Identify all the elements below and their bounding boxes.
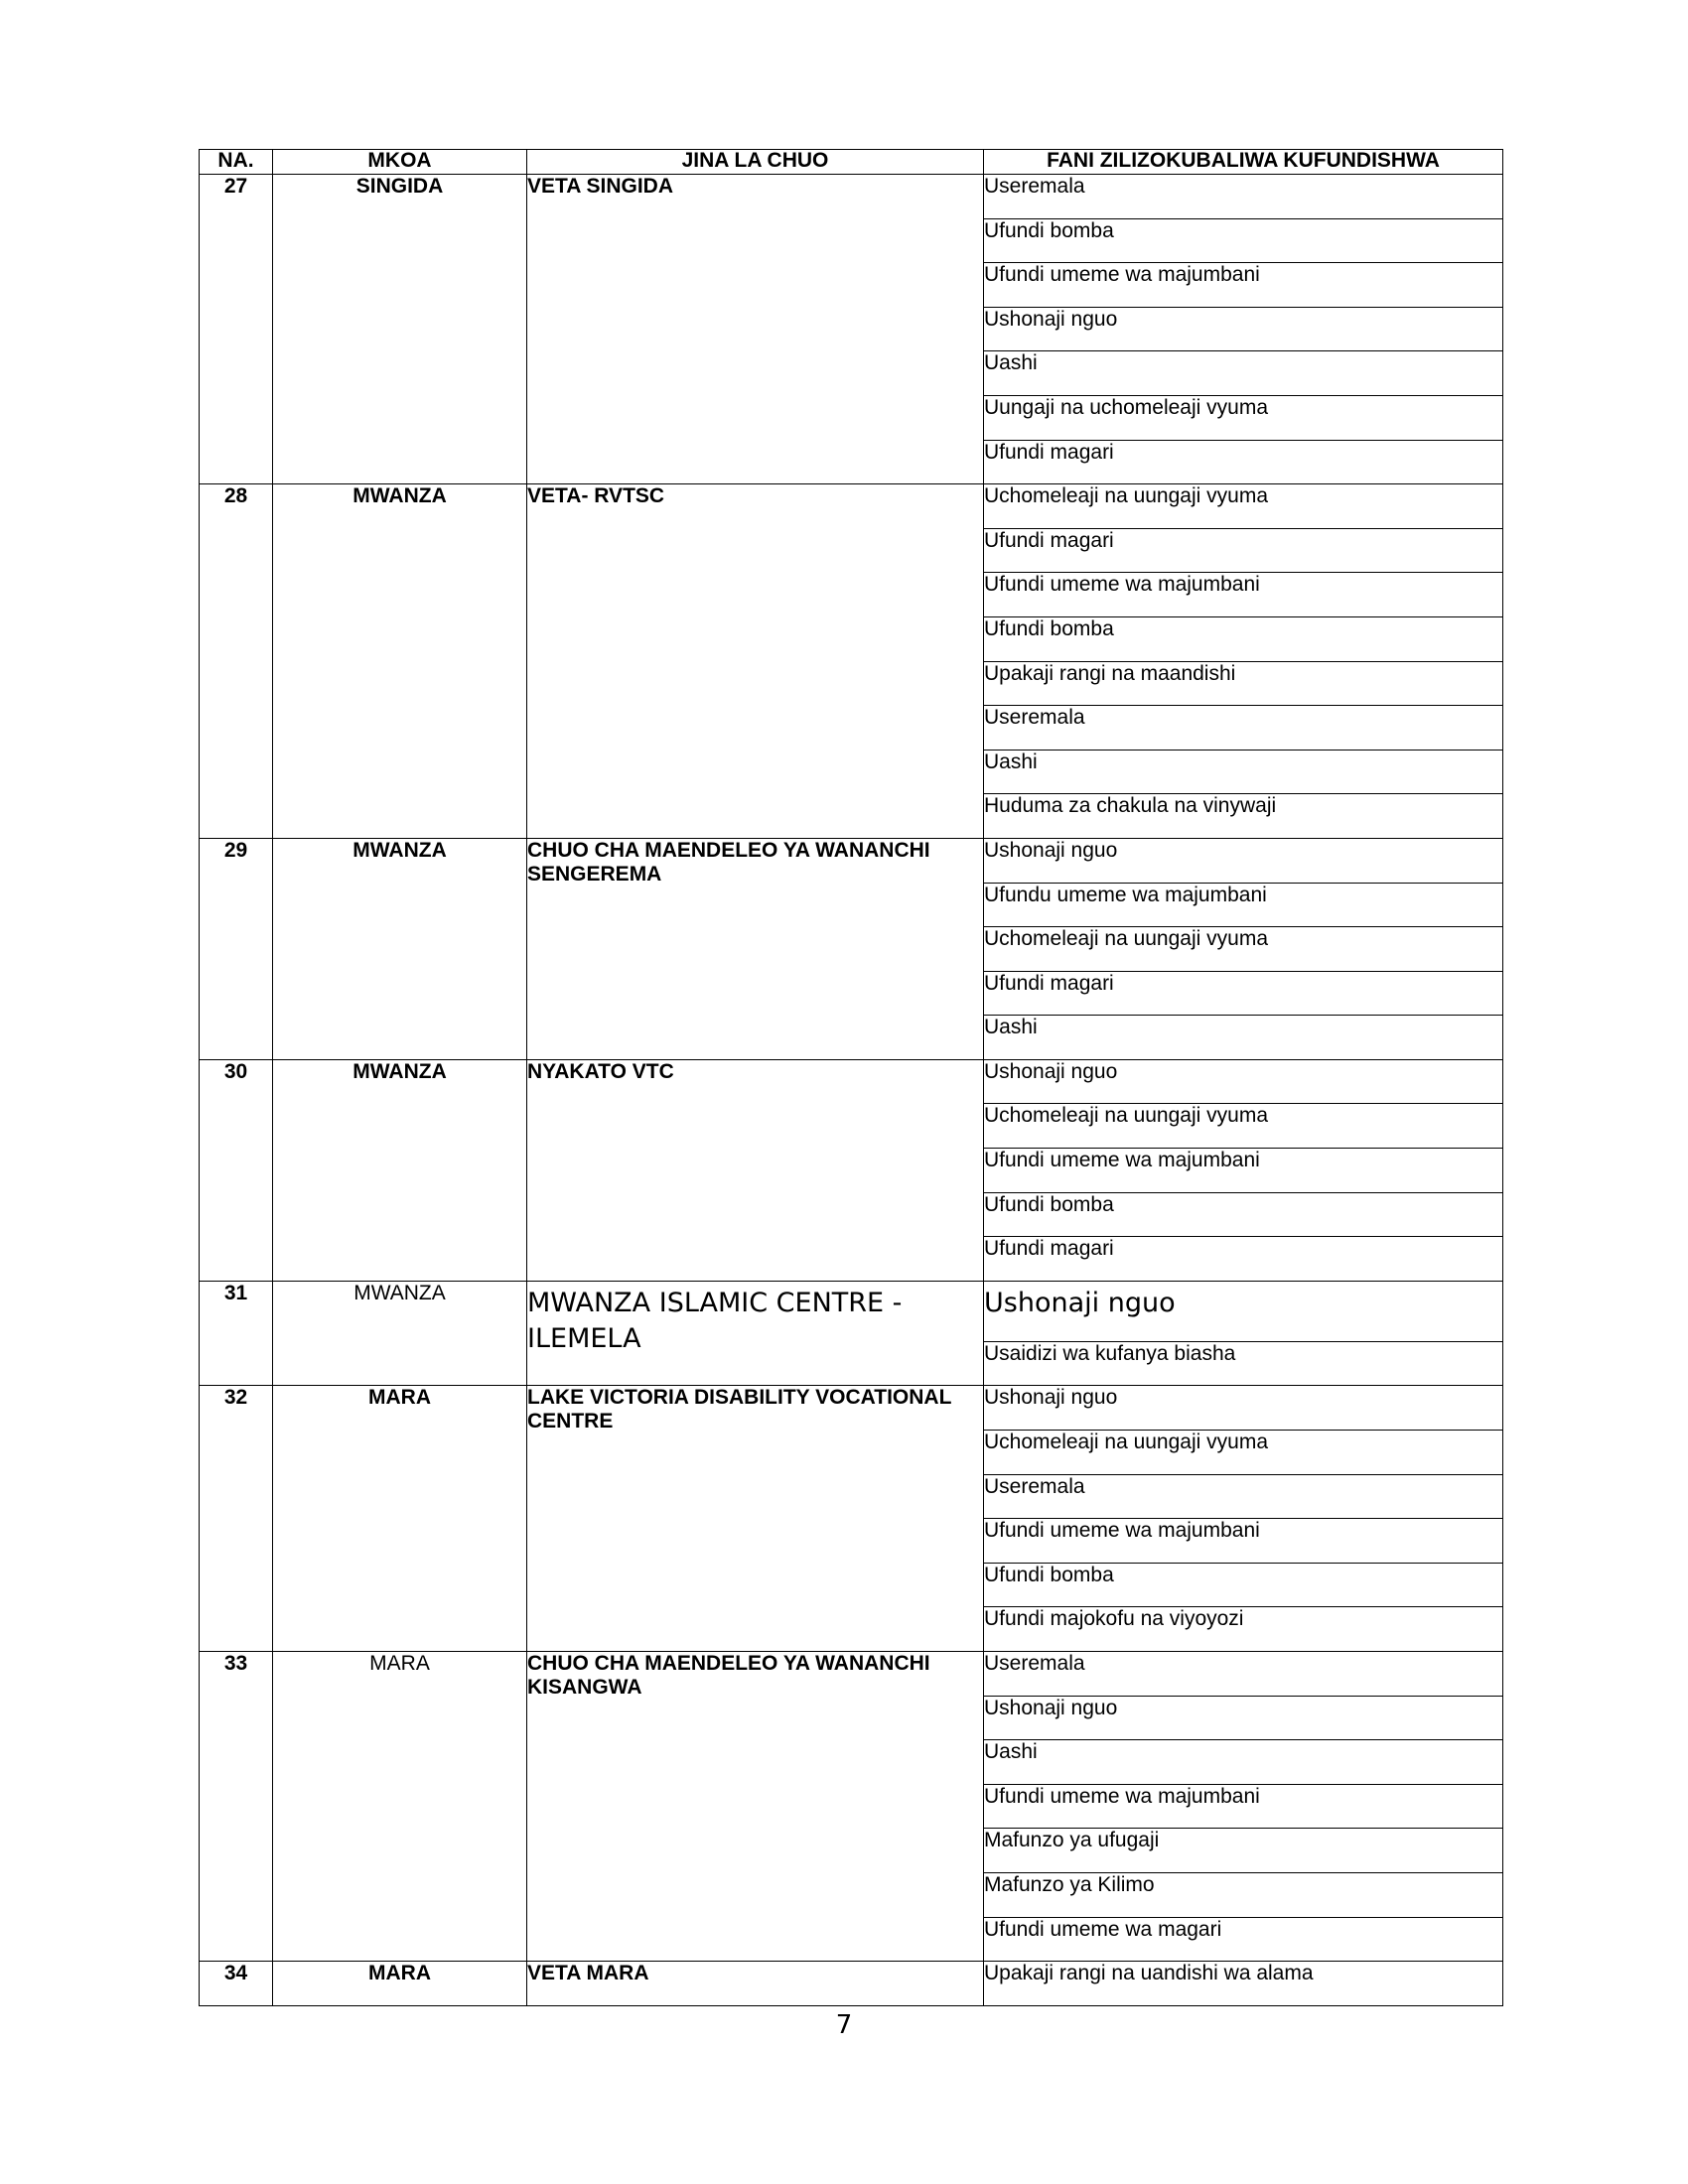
row-number: 34 <box>200 1962 273 2006</box>
course-cell: Uashi <box>984 1740 1503 1785</box>
college-name: MWANZA ISLAMIC CENTRE - ILEMELA <box>527 1287 903 1354</box>
region-cell: MARA <box>273 1386 527 1652</box>
course-cell: Uchomeleaji na uungaji vyuma <box>984 484 1503 529</box>
table-row <box>200 484 1503 529</box>
course-cell: Ufundi bomba <box>984 1563 1503 1607</box>
course-cell: Ushonaji nguo <box>984 838 1503 883</box>
table-row <box>200 1962 1503 2006</box>
course-cell: Uchomeleaji na uungaji vyuma <box>984 927 1503 972</box>
course-cell: Uashi <box>984 351 1503 396</box>
row-number: 33 <box>200 1652 273 1962</box>
course-cell: Upakaji rangi na maandishi <box>984 661 1503 706</box>
region-cell: SINGIDA <box>273 175 527 484</box>
course-cell: Usaidizi wa kufanya biasha <box>984 1341 1503 1386</box>
college-name-cell: VETA SINGIDA <box>527 175 984 484</box>
course-cell: Mafunzo ya ufugaji <box>984 1829 1503 1873</box>
row-number: 29 <box>200 838 273 1059</box>
course-cell: Uchomeleaji na uungaji vyuma <box>984 1431 1503 1475</box>
course-cell: Ufundi umeme wa majumbani <box>984 1149 1503 1193</box>
table-row <box>200 175 1503 219</box>
header-college: JINA LA CHUO <box>527 150 984 175</box>
course-cell: Ufundi magari <box>984 440 1503 484</box>
course-cell: Ushonaji nguo <box>984 1696 1503 1740</box>
college-name-cell: VETA MARA <box>527 1962 984 2006</box>
region-cell: MWANZA <box>273 484 527 839</box>
course-cell: Useremala <box>984 1474 1503 1519</box>
course-cell: Uchomeleaji na uungaji vyuma <box>984 1104 1503 1149</box>
row-number: 31 <box>200 1281 273 1386</box>
course-cell: Ufundi umeme wa majumbani <box>984 1519 1503 1564</box>
row-number: 30 <box>200 1059 273 1281</box>
region-cell: MWANZA <box>273 1059 527 1281</box>
course-cell: Mafunzo ya Kilimo <box>984 1872 1503 1917</box>
row-number: 27 <box>200 175 273 484</box>
course-cell <box>984 1281 1503 1341</box>
course-cell: Ufundi magari <box>984 1237 1503 1282</box>
course-name: Ushonaji nguo <box>984 1287 1176 1318</box>
course-cell: Ushonaji nguo <box>984 1386 1503 1431</box>
course-cell: Ufundi bomba <box>984 616 1503 661</box>
course-cell: Uashi <box>984 1016 1503 1060</box>
course-cell: Uungaji na uchomeleaji vyuma <box>984 395 1503 440</box>
row-number: 32 <box>200 1386 273 1652</box>
row-number: 28 <box>200 484 273 839</box>
table-row <box>200 1059 1503 1104</box>
colleges-table <box>199 149 1503 2006</box>
course-cell: Uashi <box>984 750 1503 794</box>
course-cell: Ushonaji nguo <box>984 307 1503 351</box>
table-row <box>200 838 1503 883</box>
table-body <box>200 175 1503 2006</box>
course-cell: Ufundi umeme wa majumbani <box>984 263 1503 308</box>
course-cell: Ufundi umeme wa majumbani <box>984 1784 1503 1829</box>
course-cell: Useremala <box>984 175 1503 219</box>
header-courses: FANI ZILIZOKUBALIWA KUFUNDISHWA <box>984 150 1503 175</box>
course-cell: Ushonaji nguo <box>984 1059 1503 1104</box>
table-header <box>200 150 1503 175</box>
region-cell: MARA <box>273 1652 527 1962</box>
course-cell: Useremala <box>984 1652 1503 1697</box>
course-cell: Ufundi umeme wa magari <box>984 1917 1503 1962</box>
table-row <box>200 1386 1503 1431</box>
region-cell: MWANZA <box>273 838 527 1059</box>
college-name-cell: NYAKATO VTC <box>527 1059 984 1281</box>
header-region: MKOA <box>273 150 527 175</box>
course-cell: Ufundi majokofu na viyoyozi <box>984 1607 1503 1652</box>
course-cell: Useremala <box>984 706 1503 751</box>
course-cell: Ufundi bomba <box>984 1192 1503 1237</box>
course-cell: Ufundu umeme wa majumbani <box>984 883 1503 927</box>
table-row <box>200 1281 1503 1341</box>
college-name-cell: CHUO CHA MAENDELEO YA WANANCHI KISANGWA <box>527 1652 984 1962</box>
region-cell: MARA <box>273 1962 527 2006</box>
course-cell: Ufundi magari <box>984 528 1503 573</box>
course-cell: Ufundi bomba <box>984 218 1503 263</box>
header-row <box>200 150 1503 175</box>
college-name-cell: VETA- RVTSC <box>527 484 984 839</box>
region-cell: MWANZA <box>273 1281 527 1386</box>
course-cell: Ufundi umeme wa majumbani <box>984 573 1503 617</box>
college-name-cell: CHUO CHA MAENDELEO YA WANANCHI SENGEREMA <box>527 838 984 1059</box>
table-row <box>200 1652 1503 1697</box>
header-no: NA. <box>200 150 273 175</box>
course-cell: Ufundi magari <box>984 971 1503 1016</box>
page-number: 7 <box>835 2010 853 2040</box>
course-cell: Upakaji rangi na uandishi wa alama <box>984 1962 1503 2006</box>
college-name-cell: LAKE VICTORIA DISABILITY VOCATIONAL CENTRE <box>527 1386 984 1652</box>
college-name-cell <box>527 1281 984 1386</box>
course-cell: Huduma za chakula na vinywaji <box>984 794 1503 839</box>
